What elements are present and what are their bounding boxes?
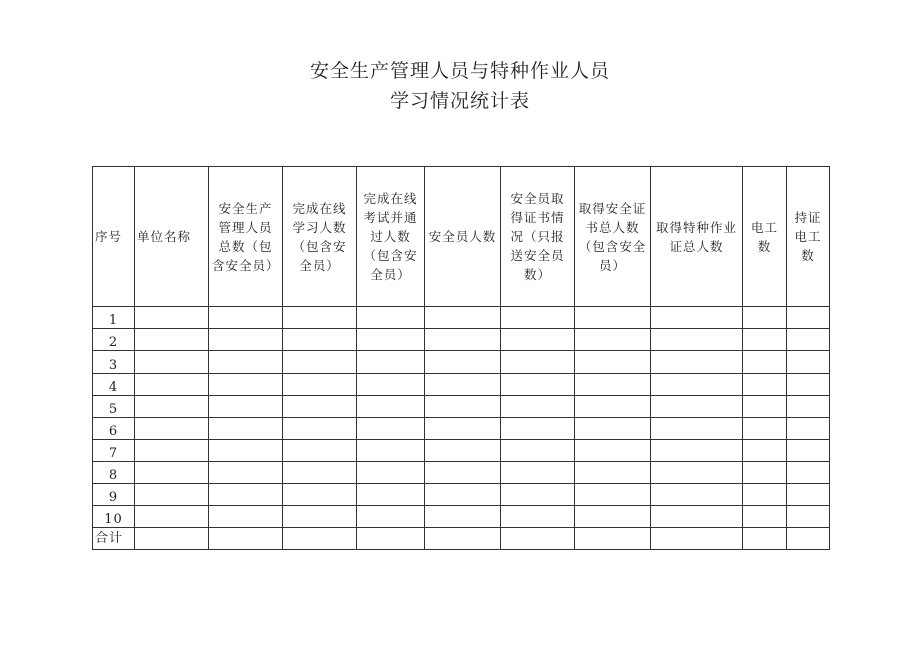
table-cell bbox=[651, 440, 743, 462]
table-cell bbox=[787, 351, 830, 374]
header-safety-managers-total: 安全生产管理人员总数（包含安全员） bbox=[212, 200, 280, 273]
table-cell bbox=[357, 396, 425, 418]
table-cell bbox=[501, 374, 575, 396]
table-cell bbox=[501, 506, 575, 528]
table-cell bbox=[209, 506, 283, 528]
table-cell bbox=[357, 506, 425, 528]
table-cell bbox=[651, 329, 743, 351]
table-cell bbox=[357, 484, 425, 506]
table-cell bbox=[575, 440, 651, 462]
table-cell bbox=[135, 484, 209, 506]
table-cell bbox=[357, 374, 425, 396]
table-cell bbox=[135, 462, 209, 484]
table-cell bbox=[283, 484, 357, 506]
table-cell bbox=[283, 329, 357, 351]
table-cell bbox=[283, 396, 357, 418]
header-special-operation-certificate-total: 取得特种作业证总人数 bbox=[655, 219, 737, 254]
table-title-line2: 学习情况统计表 bbox=[389, 90, 530, 112]
table-cell bbox=[425, 329, 501, 351]
table-cell bbox=[787, 440, 830, 462]
table-row bbox=[93, 351, 830, 374]
table-cell bbox=[209, 351, 283, 374]
table-cell bbox=[743, 506, 787, 528]
table-cell bbox=[425, 484, 501, 506]
table-cell bbox=[283, 374, 357, 396]
table-cell bbox=[787, 484, 830, 506]
table-cell bbox=[425, 374, 501, 396]
table-cell bbox=[209, 440, 283, 462]
table-cell bbox=[135, 374, 209, 396]
table-cell bbox=[135, 506, 209, 528]
table-row bbox=[93, 374, 830, 396]
row-number: 2 bbox=[93, 329, 135, 351]
table-cell bbox=[743, 329, 787, 351]
table-cell bbox=[651, 307, 743, 329]
row-number: 10 bbox=[93, 506, 135, 528]
table-cell bbox=[283, 307, 357, 329]
table-cell bbox=[283, 418, 357, 440]
header-safety-certificate-total: 取得安全证书总人数（包含安全员） bbox=[578, 200, 647, 273]
table-cell bbox=[743, 462, 787, 484]
total-label: 合计 bbox=[93, 528, 135, 550]
table-cell bbox=[209, 329, 283, 351]
table-cell bbox=[135, 329, 209, 351]
table-cell bbox=[575, 484, 651, 506]
table-cell bbox=[575, 374, 651, 396]
table-row bbox=[93, 462, 830, 484]
table-cell bbox=[575, 351, 651, 374]
header-serial-number: 序号 bbox=[93, 167, 135, 307]
table-cell bbox=[651, 418, 743, 440]
table-cell bbox=[787, 374, 830, 396]
table-cell bbox=[357, 329, 425, 351]
total-row bbox=[93, 528, 830, 550]
table-cell bbox=[787, 506, 830, 528]
table-cell bbox=[209, 396, 283, 418]
table-cell bbox=[209, 462, 283, 484]
table-cell bbox=[787, 418, 830, 440]
row-number: 9 bbox=[93, 484, 135, 506]
table-cell bbox=[209, 374, 283, 396]
table-cell bbox=[283, 351, 357, 374]
table-title-line1: 安全生产管理人员与特种作业人员 bbox=[309, 60, 610, 82]
table-cell bbox=[283, 506, 357, 528]
table-cell bbox=[651, 396, 743, 418]
table-row bbox=[93, 329, 830, 351]
table-row bbox=[93, 484, 830, 506]
header-online-exam-passed: 完成在线考试并通过人数（包含安全员） bbox=[363, 191, 418, 282]
table-cell bbox=[283, 528, 357, 550]
row-number: 5 bbox=[93, 396, 135, 418]
table-cell bbox=[743, 351, 787, 374]
table-row bbox=[93, 506, 830, 528]
table-cell bbox=[501, 351, 575, 374]
table-cell bbox=[575, 396, 651, 418]
row-number: 3 bbox=[93, 351, 135, 374]
table-cell bbox=[135, 418, 209, 440]
table-cell bbox=[425, 440, 501, 462]
header-safety-officer-count: 安全员人数 bbox=[428, 229, 497, 244]
table-row bbox=[93, 418, 830, 440]
table-cell bbox=[209, 418, 283, 440]
table-cell bbox=[743, 307, 787, 329]
header-unit-name: 单位名称 bbox=[135, 167, 209, 307]
table-cell bbox=[501, 329, 575, 351]
table-row bbox=[93, 307, 830, 329]
table-cell bbox=[425, 506, 501, 528]
row-number: 7 bbox=[93, 440, 135, 462]
table-cell bbox=[651, 351, 743, 374]
table-cell bbox=[209, 528, 283, 550]
table-cell bbox=[357, 528, 425, 550]
table-cell bbox=[651, 506, 743, 528]
table-cell bbox=[743, 374, 787, 396]
table-cell bbox=[743, 418, 787, 440]
table-cell bbox=[575, 462, 651, 484]
table-cell bbox=[425, 418, 501, 440]
table-cell bbox=[357, 307, 425, 329]
table-cell bbox=[575, 506, 651, 528]
table-cell bbox=[135, 528, 209, 550]
table-cell bbox=[651, 528, 743, 550]
table-cell bbox=[425, 351, 501, 374]
header-electrician-count: 电工数 bbox=[750, 219, 778, 254]
table-cell bbox=[135, 440, 209, 462]
table-cell bbox=[501, 418, 575, 440]
table-cell bbox=[651, 462, 743, 484]
table-cell bbox=[501, 528, 575, 550]
table-cell bbox=[575, 418, 651, 440]
table-cell bbox=[787, 329, 830, 351]
table-cell bbox=[283, 462, 357, 484]
table-cell bbox=[787, 307, 830, 329]
table-cell bbox=[575, 528, 651, 550]
table-cell bbox=[209, 307, 283, 329]
header-certified-electrician-count: 持证电工数 bbox=[794, 210, 822, 263]
header-row bbox=[93, 167, 830, 307]
table-cell bbox=[501, 396, 575, 418]
table-cell bbox=[357, 440, 425, 462]
table-row bbox=[93, 440, 830, 462]
table-cell bbox=[743, 396, 787, 418]
header-online-study-completed: 完成在线学习人数（包含安全员） bbox=[292, 200, 347, 273]
table-cell bbox=[743, 484, 787, 506]
table-cell bbox=[135, 351, 209, 374]
table-cell bbox=[135, 396, 209, 418]
table-cell bbox=[425, 462, 501, 484]
row-number: 8 bbox=[93, 462, 135, 484]
row-number: 6 bbox=[93, 418, 135, 440]
table-cell bbox=[787, 528, 830, 550]
table-cell bbox=[501, 462, 575, 484]
table-cell bbox=[357, 462, 425, 484]
table-row bbox=[93, 396, 830, 418]
statistics-table bbox=[92, 166, 830, 550]
table-cell bbox=[651, 484, 743, 506]
table-cell bbox=[651, 374, 743, 396]
table-cell bbox=[209, 484, 283, 506]
table-cell bbox=[501, 484, 575, 506]
table-cell bbox=[501, 440, 575, 462]
table-cell bbox=[501, 307, 575, 329]
table-cell bbox=[425, 307, 501, 329]
table-cell bbox=[575, 307, 651, 329]
header-safety-officer-certificates: 安全员取得证书情况（只报送安全员数） bbox=[510, 191, 565, 282]
table-cell bbox=[743, 528, 787, 550]
table-cell bbox=[787, 396, 830, 418]
table-cell bbox=[575, 329, 651, 351]
row-number: 4 bbox=[93, 374, 135, 396]
table-cell bbox=[425, 396, 501, 418]
table-cell bbox=[357, 418, 425, 440]
table-cell bbox=[357, 351, 425, 374]
table-cell bbox=[743, 440, 787, 462]
table-cell bbox=[135, 307, 209, 329]
table-cell bbox=[283, 440, 357, 462]
row-number: 1 bbox=[93, 307, 135, 329]
table-cell bbox=[425, 528, 501, 550]
table-cell bbox=[787, 462, 830, 484]
